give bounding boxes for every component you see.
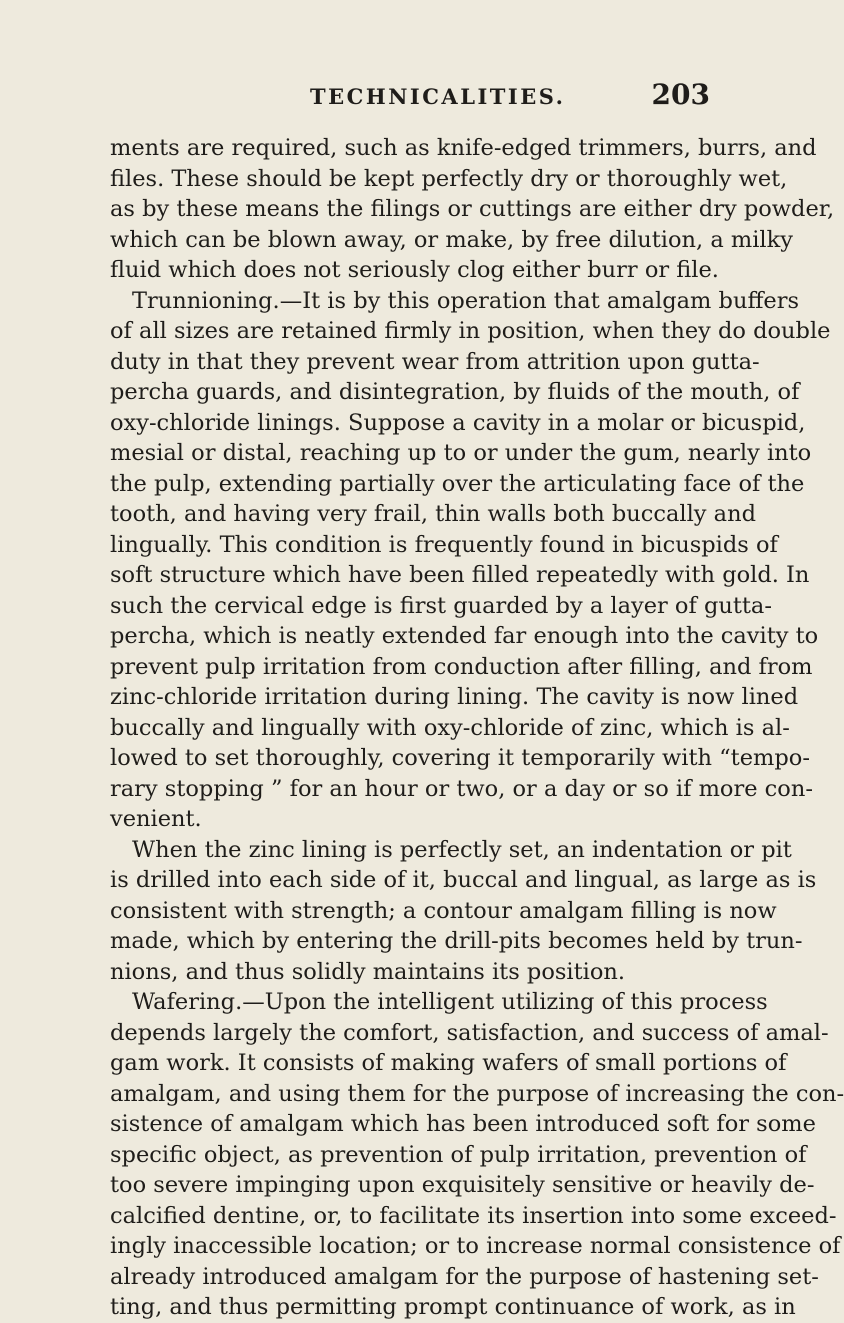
page-number: 203: [651, 78, 710, 111]
text-line: buccally and lingually with oxy-chloride of zinc, which is al-: [110, 714, 790, 741]
text-line: percha, which is neatly extended far enough into the cavity to: [110, 623, 819, 649]
text-line: nions, and thus solidly maintains its position.: [110, 958, 626, 985]
body-text: [110, 133, 844, 1323]
text-line: which can be blown away, or make, by free dilution, a milky: [110, 226, 793, 253]
text-line: zinc-chloride irritation during lining. The cavity is now lined: [110, 684, 799, 710]
text-line: oxy-chloride linings. Suppose a cavity in a molar or bicuspid,: [110, 409, 806, 436]
text-line: calcified dentine, or, to facilitate its insertion into some exceed-: [110, 1202, 837, 1229]
text-line: files. These should be kept perfectly dry or thoroughly wet,: [110, 165, 788, 192]
text-line: depends largely the comfort, satisfaction, and success of amal-: [110, 1019, 829, 1046]
text-line: as by these means the filings or cuttings are either dry powder,: [110, 196, 835, 222]
text-line: gam work. It consists of making wafers of small portions of: [110, 1050, 787, 1076]
text-line: percha guards, and disintegration, by fluids of the mouth, of: [110, 379, 800, 405]
text-line: soft structure which have been filled repeatedly with gold. In: [110, 562, 810, 588]
text-line: lingually. This condition is frequently found in bicuspids of: [110, 531, 778, 558]
text-line: specific object, as prevention of pulp irritation, prevention of: [110, 1141, 807, 1168]
text-line: already introduced amalgam for the purpose of hastening set-: [110, 1263, 819, 1290]
text-line: ingly inaccessible location; or to increase normal consistence of: [110, 1233, 841, 1259]
text-line: ting, and thus permitting prompt continuance of work, as in: [110, 1294, 796, 1320]
text-line: venient.: [110, 806, 202, 832]
text-line: ments are required, such as knife-edged trimmers, burrs, and: [110, 135, 817, 161]
text-line: mesial or distal, reaching up to or under the gum, nearly into: [110, 440, 812, 466]
text-line: prevent pulp irritation from conduction after filling, and from: [110, 653, 813, 680]
text-line: Wafering.—Upon the intelligent utilizing of this process: [132, 989, 768, 1015]
running-title: TECHNICALITIES.: [310, 84, 566, 109]
text-line: the pulp, extending partially over the articulating face of the: [110, 470, 805, 497]
text-line: tooth, and having very frail, thin walls both buccally and: [110, 501, 756, 527]
text-line: duty in that they prevent wear from attrition upon gutta-: [110, 348, 760, 375]
page-header: [110, 74, 710, 114]
text-line: consistent with strength; a contour amalgam filling is now: [110, 897, 777, 924]
text-line: made, which by entering the drill-pits becomes held by trun-: [110, 928, 803, 954]
text-line: When the zinc lining is perfectly set, an indentation or pit: [132, 836, 792, 863]
text-line: of all sizes are retained firmly in position, when they do double: [110, 318, 831, 344]
text-line: such the cervical edge is first guarded by a layer of gutta-: [110, 592, 772, 619]
text-line: Trunnioning.—It is by this operation that amalgam buffers: [132, 287, 800, 314]
text-line: sistence of amalgam which has been introduced soft for some: [110, 1111, 816, 1137]
text-line: lowed to set thoroughly, covering it temporarily with “tempo-: [110, 745, 810, 771]
text-line: amalgam, and using them for the purpose of increasing the con-: [110, 1080, 844, 1107]
text-line: fluid which does not seriously clog either burr or file.: [110, 257, 719, 283]
text-line: rary stopping ” for an hour or two, or a day or so if more con-: [110, 775, 813, 802]
text-line: too severe impinging upon exquisitely sensitive or heavily de-: [110, 1172, 815, 1198]
text-line: is drilled into each side of it, buccal and lingual, as large as is: [110, 867, 817, 893]
